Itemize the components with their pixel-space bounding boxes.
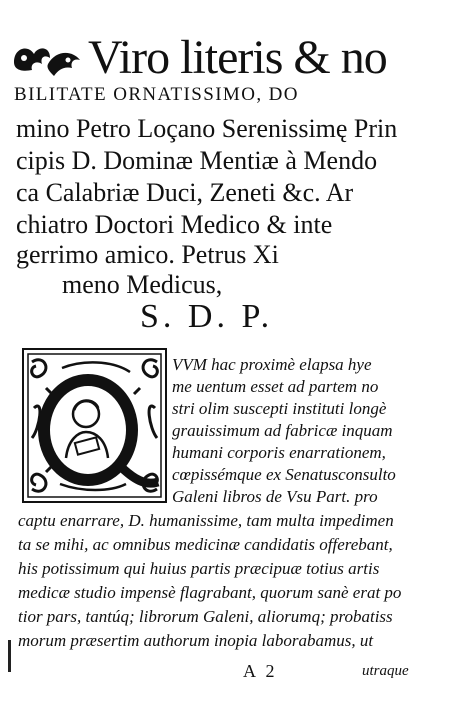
body-line: me uentum esset ad partem no [172,377,379,396]
decorated-initial-ornament-icon [22,348,167,503]
margin-rule [8,640,11,672]
decorated-initial-block [22,348,167,503]
dedication-caps-line: BILITATE ORNATISSIMO, DO [14,84,299,105]
salutation: S. D. P. [140,298,274,335]
dedication-line: meno Medicus, [62,270,223,299]
body-line: Galeni libros de Vsu Part. pro [172,487,378,506]
body-line: medicæ studio impensè flagrabant, quorum sanè erat po [18,583,402,602]
catchword: utraque [362,663,409,679]
dedication-line: gerrimo amico. Petrus Xi [16,240,279,269]
signature-mark: A 2 [243,661,278,681]
body-line: stri olim suscepti instituti longè [172,399,387,418]
dedication-line: chiatro Doctori Medico & inte [16,210,333,239]
body-line: his potissimum qui huius partis præcipuæ totius artis [18,559,380,578]
dedication-title: Viro literis & no [88,31,387,84]
body-line: captu enarrare, D. humanissime, tam multa impedimen [18,511,394,530]
body-line: VVM hac proximè elapsa hye [172,355,372,374]
body-line: tior pars, tantúq; librorum Galeni, aliorumq; probatiss [18,607,393,626]
dedication-line: ca Calabriæ Duci, Zeneti &c. Ar [16,178,354,207]
dedication-line: mino Petro Loçano Serenissimę Prin [16,114,398,143]
body-line: ta se mihi, ac omnibus medicinæ candidatis offerebant, [18,535,393,554]
body-line: humani corporis enarrationem, [172,443,386,462]
dedication-line: cipis D. Dominæ Mentiæ à Mendo [16,146,378,175]
body-line: cœpissémque ex Senatusconsulto [172,465,396,484]
body-line: morum præsertim authorum inopia laborabamus, ut [18,631,374,650]
body-line: grauissimum ad fabricæ inquam [172,421,393,440]
fleuron-ornament-icon [10,36,88,82]
